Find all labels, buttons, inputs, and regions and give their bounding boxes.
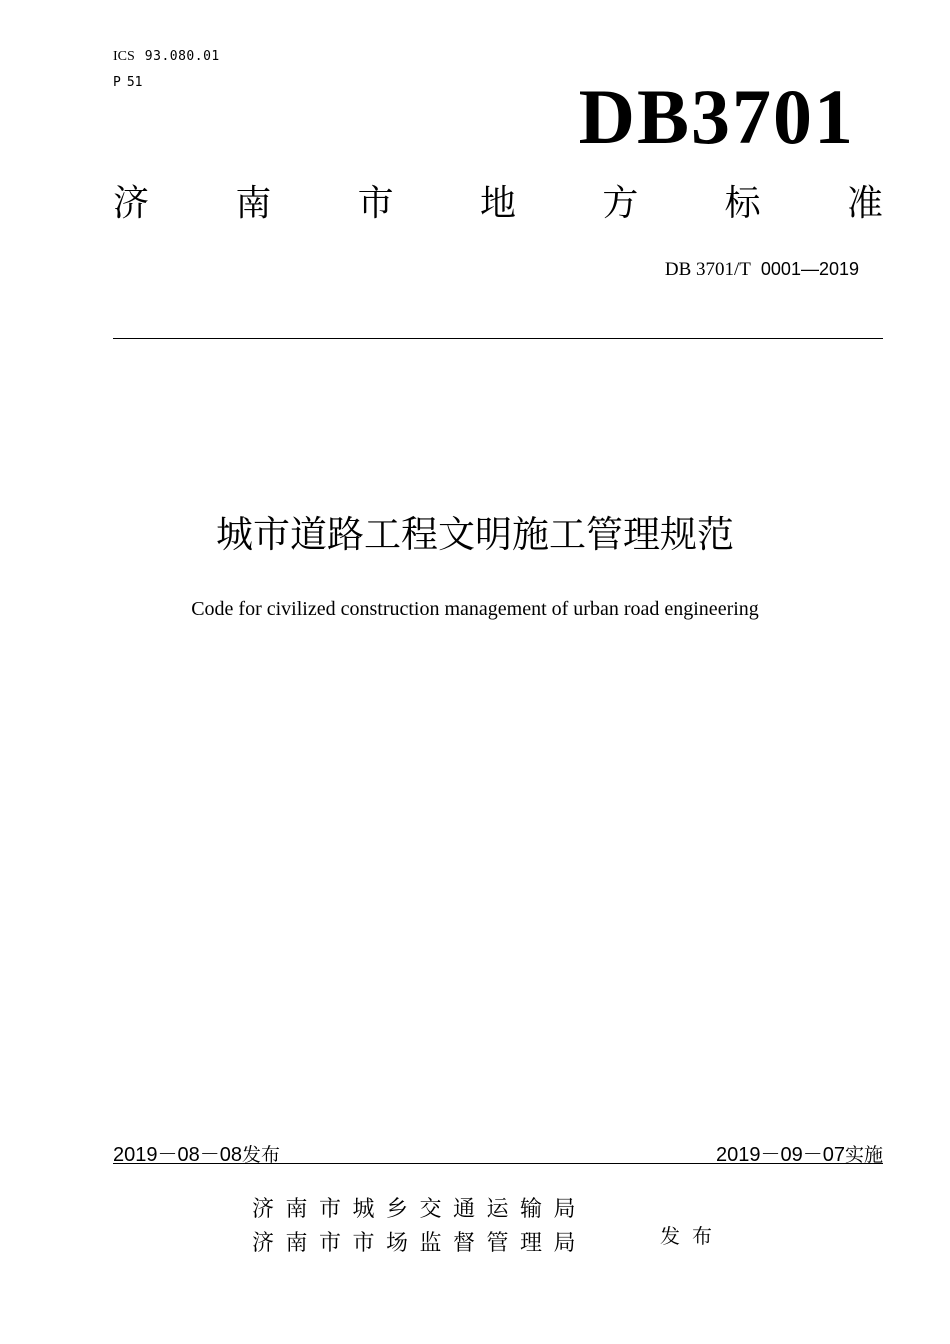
standard-number-value: 0001—2019 (760, 259, 859, 279)
implement-label: 实施 (844, 1144, 883, 1166)
standard-type-heading (113, 183, 883, 224)
ics-classification (113, 49, 220, 65)
publisher-2: 济南市市场监督管理局 (252, 1231, 588, 1256)
standard-number (665, 259, 859, 281)
standard-number-prefix: DB 3701/T (664, 259, 751, 280)
standard-type-char: 方 (602, 183, 639, 224)
standard-type-char: 准 (846, 183, 883, 224)
p-classification (113, 75, 142, 90)
standard-type-char: 标 (724, 183, 761, 224)
ics-label: ICS (113, 49, 135, 64)
publish-action: 发布 (660, 1224, 724, 1248)
ics-code: 93.080.01 (144, 49, 220, 64)
standard-type-char: 地 (479, 183, 516, 224)
p-code: 51 (126, 75, 143, 90)
top-divider (113, 338, 883, 339)
implement-date: 2019－09－07 (716, 1144, 845, 1166)
document-title-chinese: 城市道路工程文明施工管理规范 (216, 513, 734, 556)
bottom-divider (113, 1163, 883, 1164)
p-label: P (113, 75, 121, 90)
document-title-english: Code for civilized construction management of urban road engineering (191, 598, 759, 620)
standard-type-char: 济 (113, 183, 150, 224)
issue-date: 2019－08－08 (113, 1144, 242, 1166)
standard-type-char: 市 (357, 183, 394, 224)
issue-label: 发布 (241, 1144, 280, 1166)
db-code-heading: DB3701 (578, 73, 855, 160)
standard-type-char: 南 (235, 183, 272, 224)
publisher-1: 济南市城乡交通运输局 (252, 1197, 588, 1222)
